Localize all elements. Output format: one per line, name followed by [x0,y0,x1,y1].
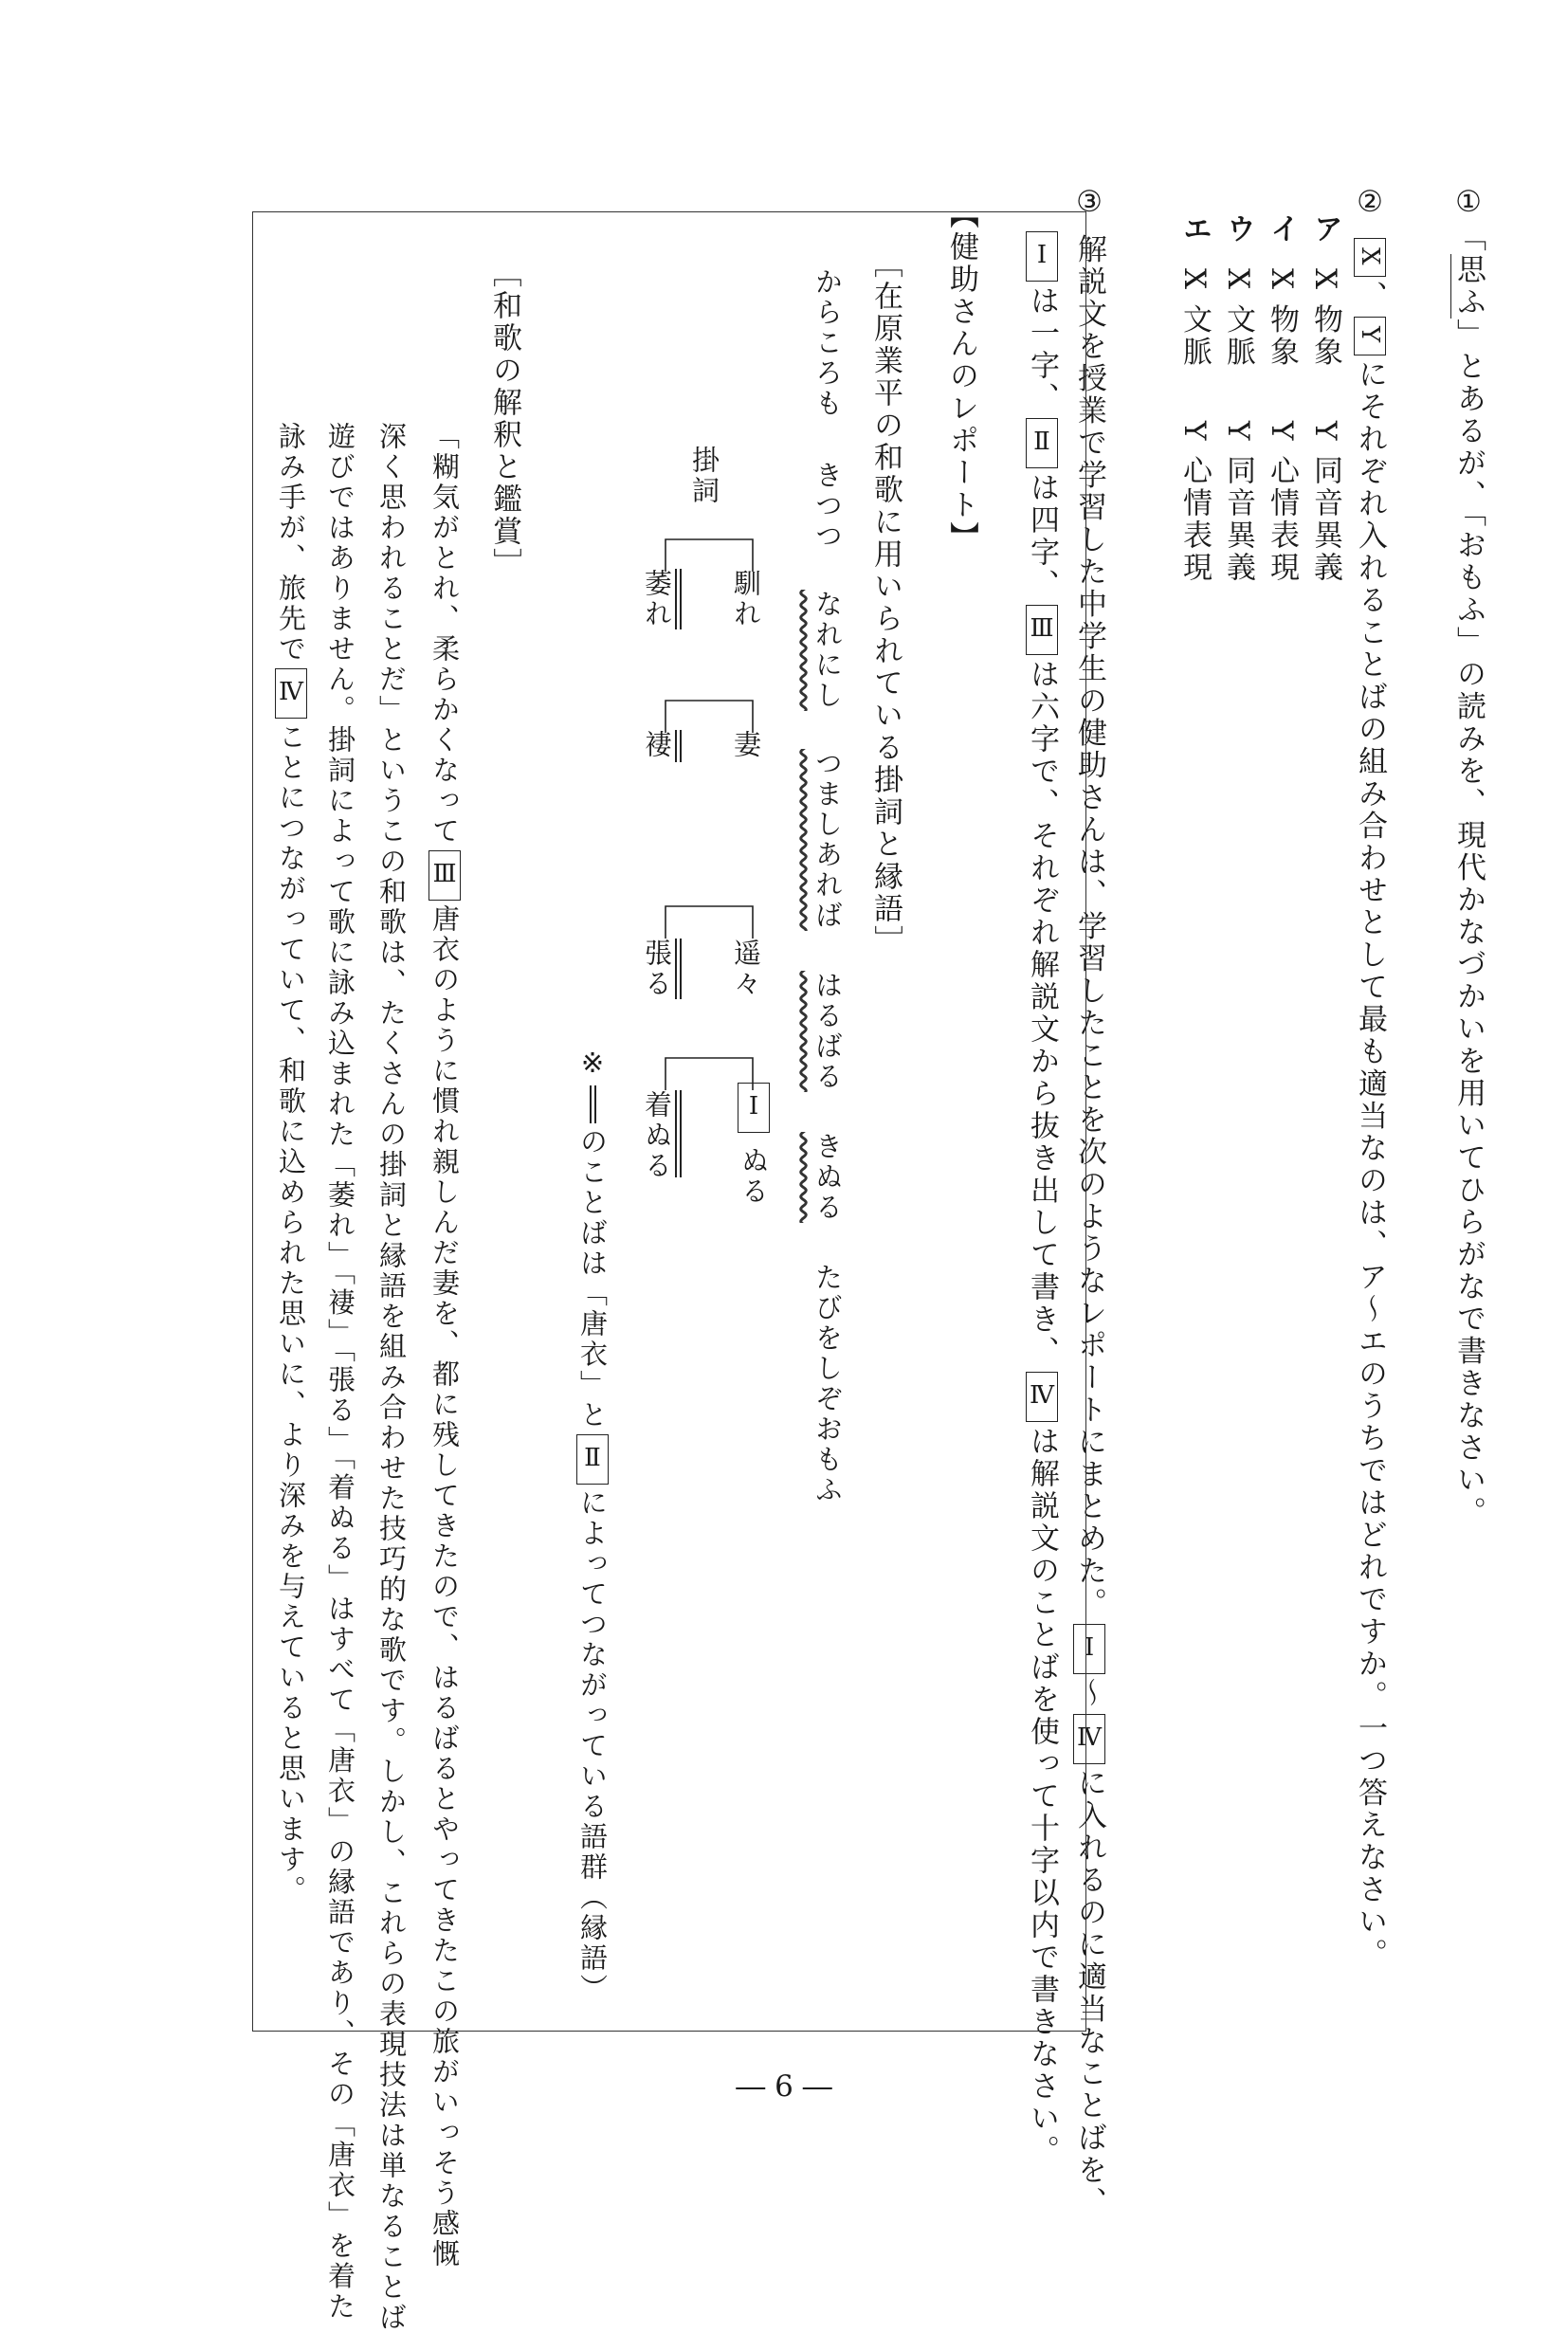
choice-label: イ [1265,213,1299,246]
engo-word: 萎れ [641,569,673,629]
choice-e: エX 文脈Y 心情表現 [1177,213,1212,585]
blank-iv: Ⅳ [1026,1372,1058,1422]
choice-label: ア [1308,213,1342,246]
choice-a: アX 物象Y 同音異義 [1308,213,1342,585]
blank-ii: Ⅱ [1026,418,1058,468]
blank-i: Ⅰ [1026,231,1058,282]
commentary-line-4: 詠み手が、旅先でⅣことにつながっていて、和歌に込められた思いに、より深みを与えていると思います。 [275,422,307,1905]
commentary-line-2: 深く思われることだ」というこの和歌は、たくさんの掛詞と縁語を組み合わせた技巧的な歌です。しかし、これらの表現技法は単なることば [375,422,408,2333]
poem-line [811,267,844,1505]
page-number: ― 6 ― [736,2069,832,2104]
double-underline [675,730,682,762]
blank-x: X [1354,238,1386,278]
kakekotoba-top: 馴れ [730,569,762,629]
question-1-number: ① [1451,185,1486,222]
section-1-title: ［在原業平の和歌に用いられている掛詞と縁語］ [868,248,903,957]
commentary-line-3: 遊びではありません。掛詞によって歌に詠み込まれた「萎れ」「褄」「張る」「着ぬる」はすべて「唐衣」の縁語であり、その「唐衣」を着た [324,422,356,2323]
blank-iii: Ⅲ [1026,605,1058,655]
poem-word: きぬる [811,1132,844,1223]
double-underline [675,939,682,999]
kakekotoba-bracket [664,902,758,940]
kakekotoba-top: 遥々 [730,939,762,999]
question-1: ①「思ふ」とあるが、「おもふ」の読みを、現代かなづかいを用いてひらがなで書きなさい。 [1451,185,1486,1529]
double-underline [590,1085,596,1123]
question-1-word: 思ふ [1451,254,1486,319]
question-3-line-1: ③ 解説文を授業で学習した中学生の健助さんは、学習したことを次のようなレポートにまとめた。Ⅰ〜Ⅳに入れるのに適当なことばを、 [1072,185,1106,2219]
poem-word: つましあれば [811,749,844,931]
section-2-title: ［和歌の解釈と鑑賞］ [487,258,521,580]
kakekotoba-bracket [664,536,758,574]
blank-iii: Ⅲ [428,850,461,901]
poem-word: きつつ [811,461,844,552]
question-3-number: ③ [1072,185,1106,222]
question-3-line-2: Ⅰは一字、Ⅱは四字、Ⅲは六字で、それぞれ解説文から抜き出して書き、Ⅳは解説文のことばを使って十字以内で書きなさい。 [1026,228,1058,2167]
engo-word: 褄 [641,730,673,760]
blank-iv: Ⅳ [1073,1714,1105,1764]
kakekotoba-top: 妻 [730,730,762,760]
choice-label: エ [1177,213,1212,246]
poem-word: からころも [811,267,844,419]
double-underline [675,569,682,629]
kakekotoba-label: 掛詞 [688,446,720,506]
commentary-line-1: 「糊気がとれ、柔らかくなってⅢ唐衣のように慣れ親しんだ妻を、都に残してきたので、はるばるとやってきたこの旅がいっそう感慨 [428,422,461,2269]
blank-y: Y [1354,317,1386,355]
choice-label: ウ [1221,213,1255,246]
kakekotoba-top: Ⅰぬる [738,1079,770,1207]
blank-ii: Ⅱ [576,1434,609,1485]
choice-i: イX 物象Y 心情表現 [1265,213,1299,585]
kakekotoba-bracket [664,697,758,735]
report-title: 【健助さんのレポート】 [944,199,978,554]
question-2-number: ② [1353,185,1387,222]
blank-i: Ⅰ [738,1083,770,1133]
engo-word: 張る [641,939,673,999]
poem-word: はるばる [811,971,844,1092]
poem-word: たびをしぞおもふ [811,1263,844,1505]
choice-u: ウX 文脈Y 同音異義 [1221,213,1255,585]
engo-note: ※のことばは「唐衣」とⅡによってつながっている語群（縁語） [576,1047,609,2004]
question-2: ② X、Yにそれぞれ入れることばの組み合わせとして最も適当なのは、ア〜エのうちではどれですか。一つ答えなさい。 [1353,185,1387,1971]
blank-iv: Ⅳ [275,668,307,719]
poem-word: なれにし [811,590,844,711]
blank-i: Ⅰ [1073,1624,1105,1674]
double-underline [675,1090,682,1177]
engo-word: 着ぬる [641,1090,673,1181]
